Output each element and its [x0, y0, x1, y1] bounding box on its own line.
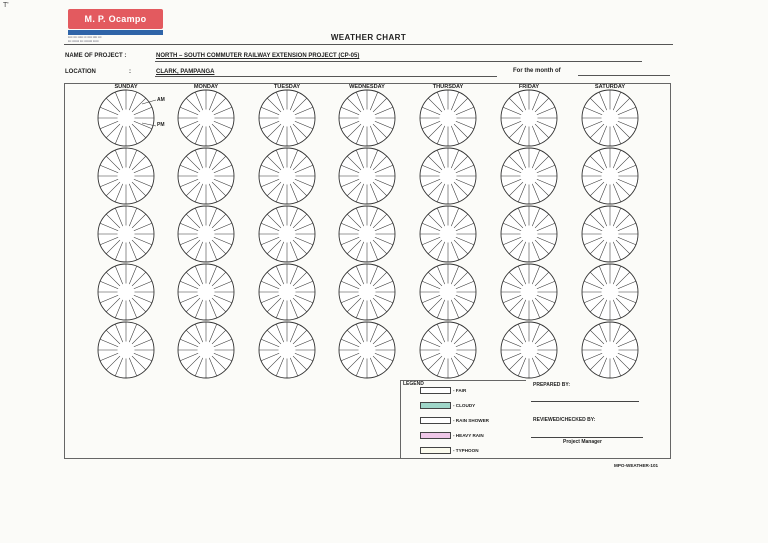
weather-dial-wednesday-week2[interactable]: [339, 148, 395, 204]
weather-dial-thursday-week2[interactable]: [420, 148, 476, 204]
legend-label-4: - HEAVY RAIN: [453, 433, 484, 438]
weather-dial-monday-week2[interactable]: [178, 148, 234, 204]
pm-indicator: PM: [157, 122, 165, 128]
legend-label-3: - RAIN SHOWER: [453, 418, 489, 423]
weather-dial-wednesday-week3[interactable]: [339, 206, 395, 262]
prepared-by-signature-line[interactable]: [531, 401, 639, 402]
weather-dial-saturday-week2[interactable]: [582, 148, 638, 204]
project-name-value: NORTH – SOUTH COMMUTER RAILWAY EXTENSION PROJECT (CP-05): [156, 53, 360, 59]
day-header-friday: FRIDAY: [518, 84, 540, 90]
weather-dial-saturday-week3[interactable]: [582, 206, 638, 262]
weather-dial-tuesday-week3[interactable]: [259, 206, 315, 262]
legend-swatch-3: [420, 417, 451, 424]
logo-fine-print: ▪▪▪▪ ▪▪▪ ▪▪▪▪▪ ▪▪ ▪▪▪▪ ▪▪▪▪ ▪▪▪ ▪▪▪ ▪▪▪▪▪▪ ▪▪▪ ▪▪▪▪▪▪▪ ▪▪▪▪▪: [68, 35, 102, 43]
project-name-label: NAME OF PROJECT :: [65, 53, 127, 59]
legend-swatch-1: [420, 387, 451, 394]
weather-dial-monday-week5[interactable]: [178, 322, 234, 378]
weather-dial-friday-week2[interactable]: [501, 148, 557, 204]
reviewed-by-label: REVIEWED/CHECKED BY:: [533, 417, 596, 423]
day-header-thursday: THURSDAY: [432, 84, 464, 90]
day-header-sunday: SUNDAY: [114, 84, 138, 90]
am-indicator: AM: [157, 97, 165, 103]
form-code: MPO-WEATHER-101: [614, 463, 659, 468]
weather-dial-thursday-week1[interactable]: [420, 90, 476, 146]
weather-dial-saturday-week4[interactable]: [582, 264, 638, 320]
weather-dial-tuesday-week1[interactable]: [259, 90, 315, 146]
logo-name: M. P. Ocampo: [84, 14, 147, 24]
weather-dial-monday-week1[interactable]: [178, 90, 234, 146]
weather-dial-saturday-week1[interactable]: [582, 90, 638, 146]
weather-dial-monday-week3[interactable]: [178, 206, 234, 262]
legend-swatch-2: [420, 402, 451, 409]
prepared-by-label: PREPARED BY:: [533, 382, 571, 388]
weather-dial-sunday-week2[interactable]: [98, 148, 154, 204]
location-value: CLARK, PAMPANGA: [156, 69, 215, 75]
weather-dial-friday-week3[interactable]: [501, 206, 557, 262]
weather-dial-wednesday-week5[interactable]: [339, 322, 395, 378]
location-colon: :: [129, 69, 131, 75]
weather-dial-monday-week4[interactable]: [178, 264, 234, 320]
weather-dial-sunday-week3[interactable]: [98, 206, 154, 262]
day-header-wednesday: WEDNESDAY: [349, 84, 385, 90]
weather-dial-thursday-week5[interactable]: [420, 322, 476, 378]
legend-label-5: - TYPHOON: [453, 448, 479, 453]
legend-swatch-5: [420, 447, 451, 454]
weather-dial-tuesday-week4[interactable]: [259, 264, 315, 320]
legend-swatch-4: [420, 432, 451, 439]
location-label: LOCATION: [65, 69, 96, 75]
weather-dial-friday-week5[interactable]: [501, 322, 557, 378]
weather-dial-sunday-week5[interactable]: [98, 322, 154, 378]
weather-dial-tuesday-week5[interactable]: [259, 322, 315, 378]
weather-dial-thursday-week3[interactable]: [420, 206, 476, 262]
legend-label-2: - CLOUDY: [453, 403, 476, 408]
day-header-tuesday: TUESDAY: [273, 84, 301, 90]
weather-dial-thursday-week4[interactable]: [420, 264, 476, 320]
project-manager-label: Project Manager: [563, 439, 602, 445]
legend-label-1: - FAIR: [453, 388, 467, 393]
weather-dial-sunday-week1[interactable]: [98, 90, 154, 146]
weather-dial-friday-week4[interactable]: [501, 264, 557, 320]
reviewed-by-signature-line[interactable]: [531, 437, 643, 438]
document-title: WEATHER CHART: [330, 33, 407, 42]
weather-dial-sunday-week4[interactable]: [98, 264, 154, 320]
day-header-saturday: SATURDAY: [594, 84, 626, 90]
weather-dial-wednesday-week1[interactable]: [339, 90, 395, 146]
corner-mark: T': [3, 2, 9, 9]
day-header-monday: MONDAY: [193, 84, 219, 90]
weather-dial-saturday-week5[interactable]: [582, 322, 638, 378]
weather-dial-tuesday-week2[interactable]: [259, 148, 315, 204]
legend-title: LEGEND: [403, 381, 424, 387]
month-label: For the month of: [513, 68, 561, 74]
weather-dial-wednesday-week4[interactable]: [339, 264, 395, 320]
weather-dial-friday-week1[interactable]: [501, 90, 557, 146]
